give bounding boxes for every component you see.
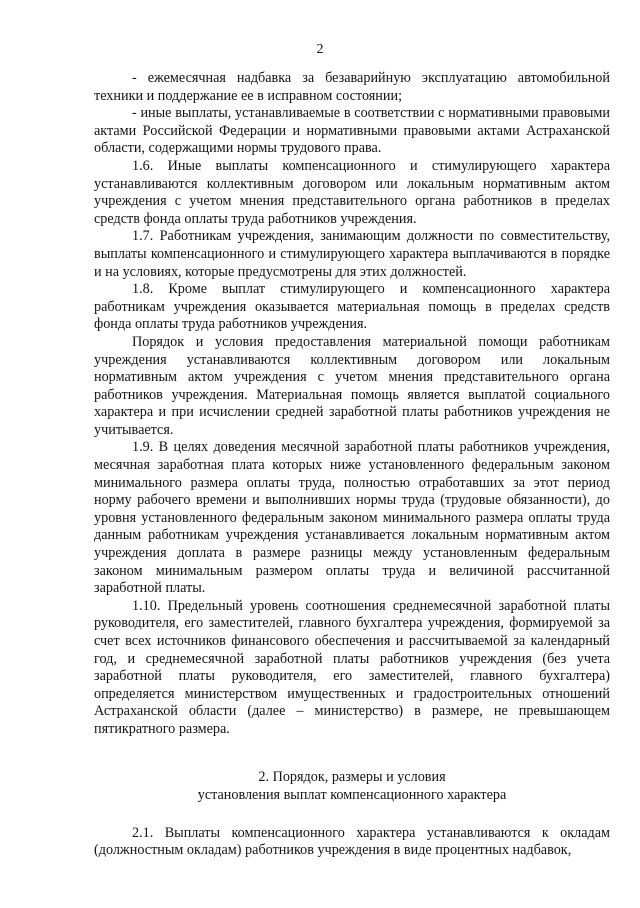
paragraph-1-7: 1.7. Работникам учреждения, занимающим должности по совместительству, выплаты компенсационного и стимулирующего характера выплачиваются в порядке и на условиях, которые предусмотрены для этих должностей. [94, 228, 610, 280]
section-heading-line-1: 2. Порядок, размеры и условия [258, 768, 446, 785]
section-heading-line-2: установления выплат компенсационного характера [197, 786, 507, 803]
paragraph-1-8: 1.8. Кроме выплат стимулирующего и компенсационного характера работникам учреждения оказывается материальная помощь в пределах средств фонда оплаты труда работников учреждения. [94, 281, 610, 333]
paragraph-1-10: 1.10. Предельный уровень соотношения среднемесячной заработной платы руководителя, его заместителей, главного бухгалтера учреждения, формируемой за счет всех источников финансового обеспечения и рассчитываемой за календарный год, и среднемесячной заработной платы работников учреждения (без учета заработной платы руководителя, его заместителей, главного бухгалтера) определяется министерством имущественных и градостроительных отношений Астраханской области (далее – министерство) в размере, не превышающем пятикратного размера. [94, 597, 610, 737]
paragraph-bullet-other-payments: - иные выплаты, устанавливаемые в соответствии с нормативными правовыми актами Российской Федерации и нормативными правовыми актами Астраханской области, содержащими нормы трудового права. [94, 105, 610, 157]
document-body [94, 70, 610, 860]
page-number: 2 [316, 42, 324, 57]
paragraph-bullet-vehicle-bonus: - ежемесячная надбавка за безаварийную эксплуатацию автомобильной техники и поддержание ее в исправном состоянии; [94, 70, 610, 104]
paragraph-1-6: 1.6. Иные выплаты компенсационного и стимулирующего характера устанавливаются коллективным договором или локальным нормативным актом учреждения с учетом мнения представительного органа работников в пределах средств фонда оплаты труда работников учреждения. [94, 157, 610, 227]
paragraph-material-aid: Порядок и условия предоставления материальной помощи работникам учреждения устанавливаются коллективным договором или локальным нормативным актом учреждения с учетом мнения представительного органа работников учреждения. Материальная помощь является выплатой социального характера и при исчислении средней заработной платы работников учреждения не учитывается. [94, 333, 610, 438]
paragraph-1-9: 1.9. В целях доведения месячной заработной платы работников учреждения, месячная заработная плата которых ниже установленного федеральным законом минимального размера оплаты труда, полностью отработавших за этот период норму рабочего времени и выполнивших нормы труда (трудовые обязанности), до уровня установленного федеральным законом минимального размера оплаты труда данным работникам учреждения устанавливается локальным нормативным актом учреждения доплата в размере разницы между установленным федеральным законом минимальным размером оплаты труда и величиной рассчитанной заработной платы. [94, 439, 610, 597]
section-heading [94, 768, 610, 804]
paragraph-2-1: 2.1. Выплаты компенсационного характера устанавливаются к окладам (должностным окладам) работников учреждения в виде процентных надбавок, [94, 824, 610, 859]
